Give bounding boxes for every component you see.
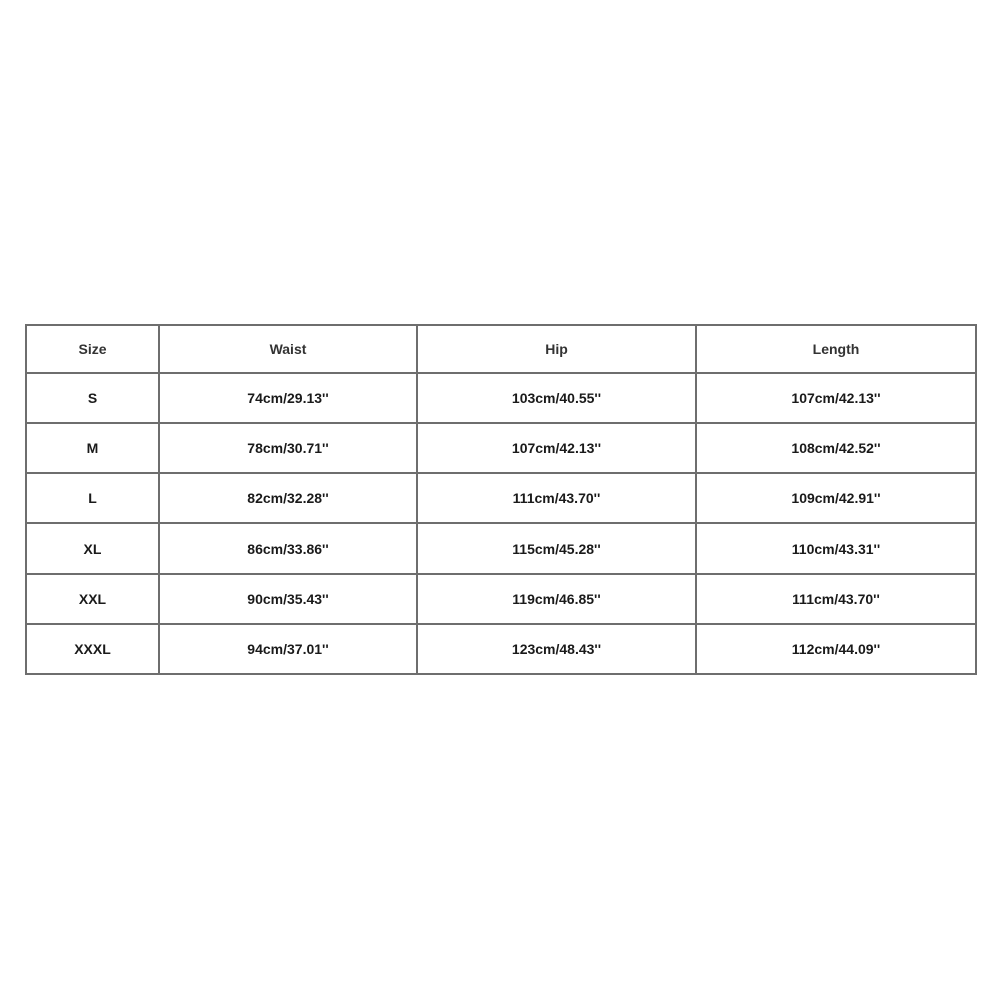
size-cell: L xyxy=(26,473,159,523)
length-cell: 109cm/42.91'' xyxy=(696,473,976,523)
table-row xyxy=(26,574,976,624)
table-row xyxy=(26,473,976,523)
size-cell: XL xyxy=(26,523,159,573)
size-cell: M xyxy=(26,423,159,473)
waist-cell: 78cm/30.71'' xyxy=(159,423,417,473)
hip-cell: 123cm/48.43'' xyxy=(417,624,696,674)
hip-cell: 115cm/45.28'' xyxy=(417,523,696,573)
length-cell: 108cm/42.52'' xyxy=(696,423,976,473)
waist-cell: 86cm/33.86'' xyxy=(159,523,417,573)
table-row xyxy=(26,523,976,573)
length-cell: 107cm/42.13'' xyxy=(696,373,976,423)
table-row xyxy=(26,624,976,674)
waist-cell: 82cm/32.28'' xyxy=(159,473,417,523)
waist-cell: 74cm/29.13'' xyxy=(159,373,417,423)
hip-cell: 111cm/43.70'' xyxy=(417,473,696,523)
length-cell: 112cm/44.09'' xyxy=(696,624,976,674)
hip-cell: 103cm/40.55'' xyxy=(417,373,696,423)
header-size: Size xyxy=(26,325,159,373)
table-row xyxy=(26,373,976,423)
header-hip: Hip xyxy=(417,325,696,373)
hip-cell: 107cm/42.13'' xyxy=(417,423,696,473)
header-length: Length xyxy=(696,325,976,373)
size-cell: S xyxy=(26,373,159,423)
waist-cell: 90cm/35.43'' xyxy=(159,574,417,624)
table-header-row xyxy=(26,325,976,373)
size-cell: XXL xyxy=(26,574,159,624)
hip-cell: 119cm/46.85'' xyxy=(417,574,696,624)
length-cell: 111cm/43.70'' xyxy=(696,574,976,624)
size-chart-table xyxy=(25,324,977,675)
waist-cell: 94cm/37.01'' xyxy=(159,624,417,674)
length-cell: 110cm/43.31'' xyxy=(696,523,976,573)
size-cell: XXXL xyxy=(26,624,159,674)
header-waist: Waist xyxy=(159,325,417,373)
table-row xyxy=(26,423,976,473)
